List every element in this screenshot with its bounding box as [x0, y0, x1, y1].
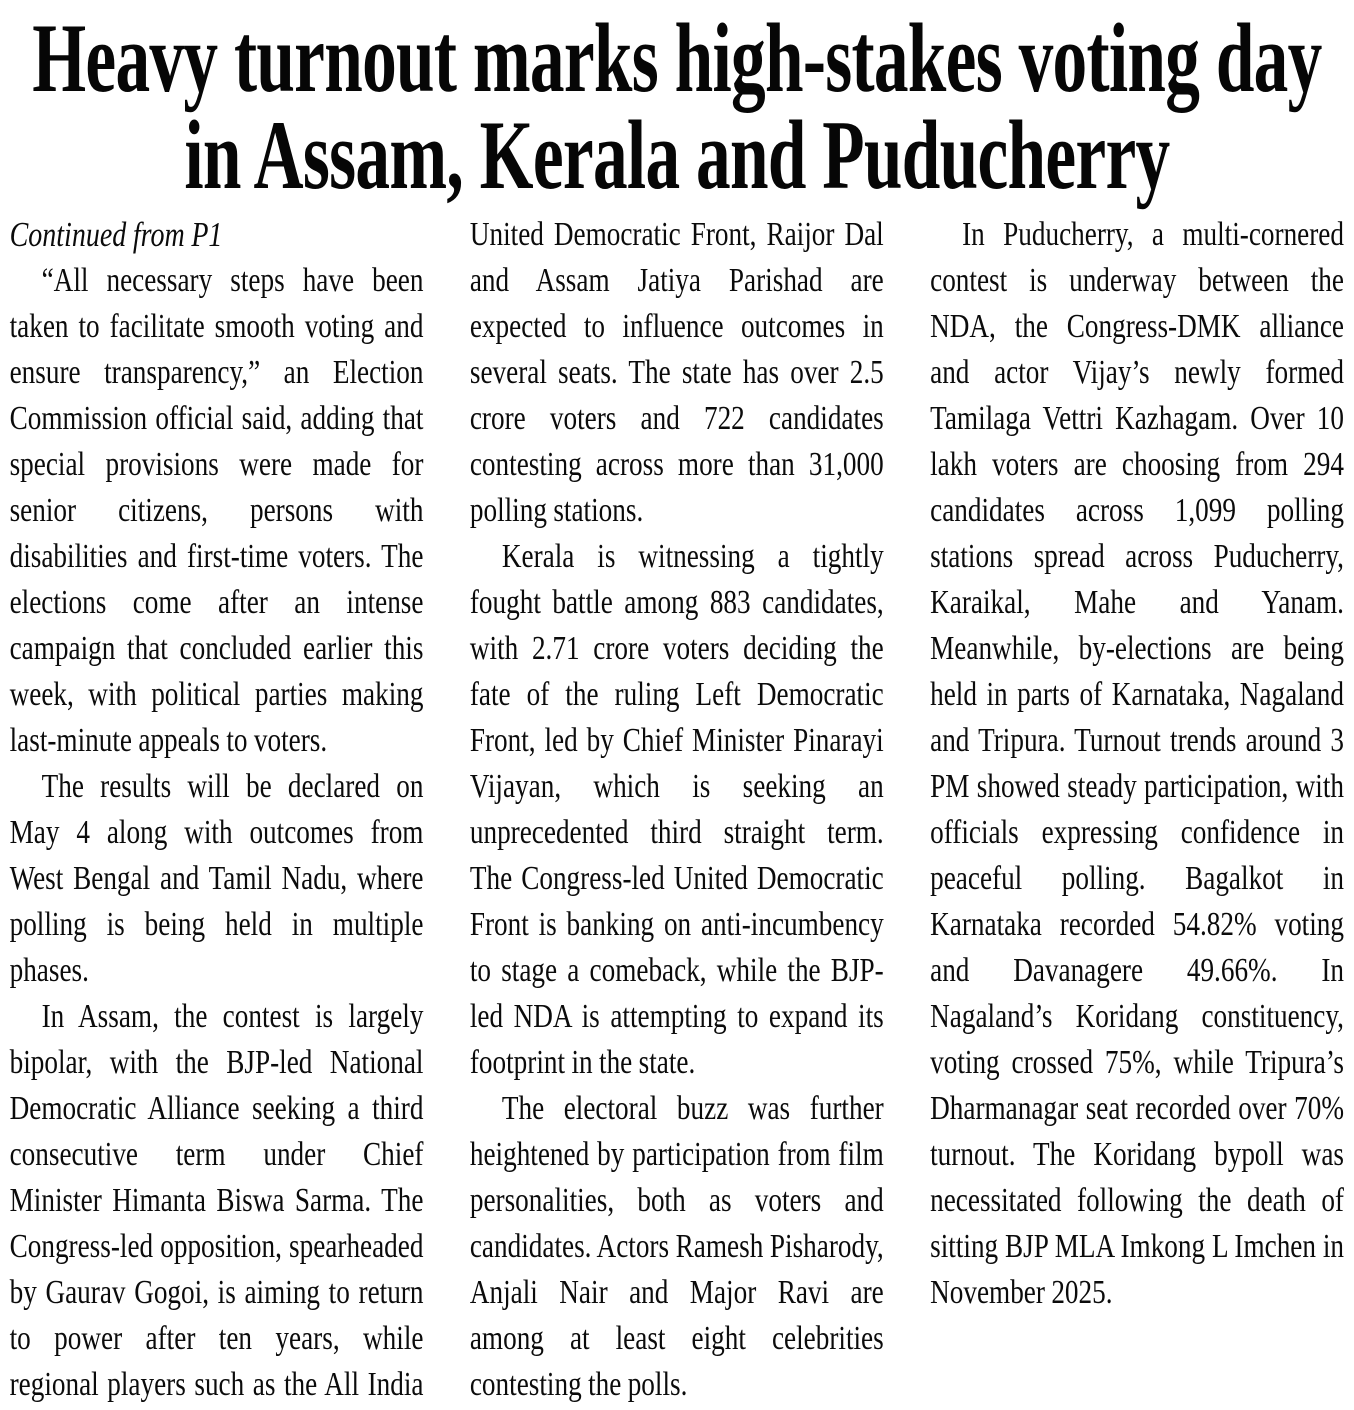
article-paragraph: The electoral buzz was further heightened by participation from film personalities, both as voters and candidates. Actors Ramesh Pisharody, Anjali Nair and Major Ravi are among at least eight celebrities contesting the polls. [469, 1090, 884, 1403]
headline-block [0, 4, 1354, 210]
column-layout [10, 212, 1344, 1410]
article-paragraph: “All necessary steps have been taken to facilitate smooth voting and ensure transparency,” an Election Commission official said, adding that special provisions were made for senior citizens, persons with disabilities and first-time voters. The elections come after an intense campaign that concluded earlier this week, with political parties making last-minute appeals to voters. [9, 262, 424, 759]
article-paragraph: In Assam, the contest is largely bipolar, with the BJP-led National Democratic Alliance seeking a third consecutive term under Chief Minister Himanta Biswa Sarma. The Congress-led opposition, spearheaded by Gaurav Gogoi, is aiming to return to power after ten years, while regional players such as the All India United Democratic Front, Raijor Dal and Assam Jatiya Parishad are expected to influence outcomes in several seats. The state has over 2.5 crore voters and 722 candidates contesting across more than 31,000 polling stations. [9, 216, 884, 1403]
continuation-note: Continued from P1 [9, 215, 223, 254]
article-paragraph: The results will be declared on May 4 along with outcomes from West Bengal and Tamil Nadu, where polling is being held in multiple phases. [9, 768, 424, 989]
article-headline: Heavy turnout marks high-stakes voting day in Assam, Kerala and Puducherry [32, 4, 1322, 210]
article-paragraph: Kerala is witnessing a tightly fought battle among 883 candidates, with 2.71 crore voters deciding the fate of the ruling Left Democratic Front, led by Chief Minister Pinarayi Vijayan, which is seeking an unprecedented third straight term. The Congress-led United Democratic Front is banking on anti-incumbency to stage a comeback, while the BJP-led NDA is attempting to expand its footprint in the state. [469, 538, 884, 1081]
article-paragraph: In Puducherry, a multi-cornered contest is underway between the NDA, the Congress-DMK alliance and actor Vijay’s newly formed Tamilaga Vettri Kazhagam. Over 10 lakh voters are choosing from 294 candidates across 1,099 polling stations spread across Puducherry, Karaikal, Mahe and Yanam. Meanwhile, by-elections are being held in parts of Karnataka, Nagaland and Tripura. Turnout trends around 3 PM showed steady participation, with officials expressing confidence in peaceful polling. Bagalkot in Karnataka recorded 54.82% voting and Davanagere 49.66%. In Nagaland’s Koridang constituency, voting crossed 75%, while Tripura’s Dharmanagar seat recorded over 70% turnout. The Koridang bypoll was necessitated following the death of sitting BJP MLA Imkong L Imchen in November 2025. [930, 216, 1344, 1311]
article-body [0, 212, 1354, 1410]
